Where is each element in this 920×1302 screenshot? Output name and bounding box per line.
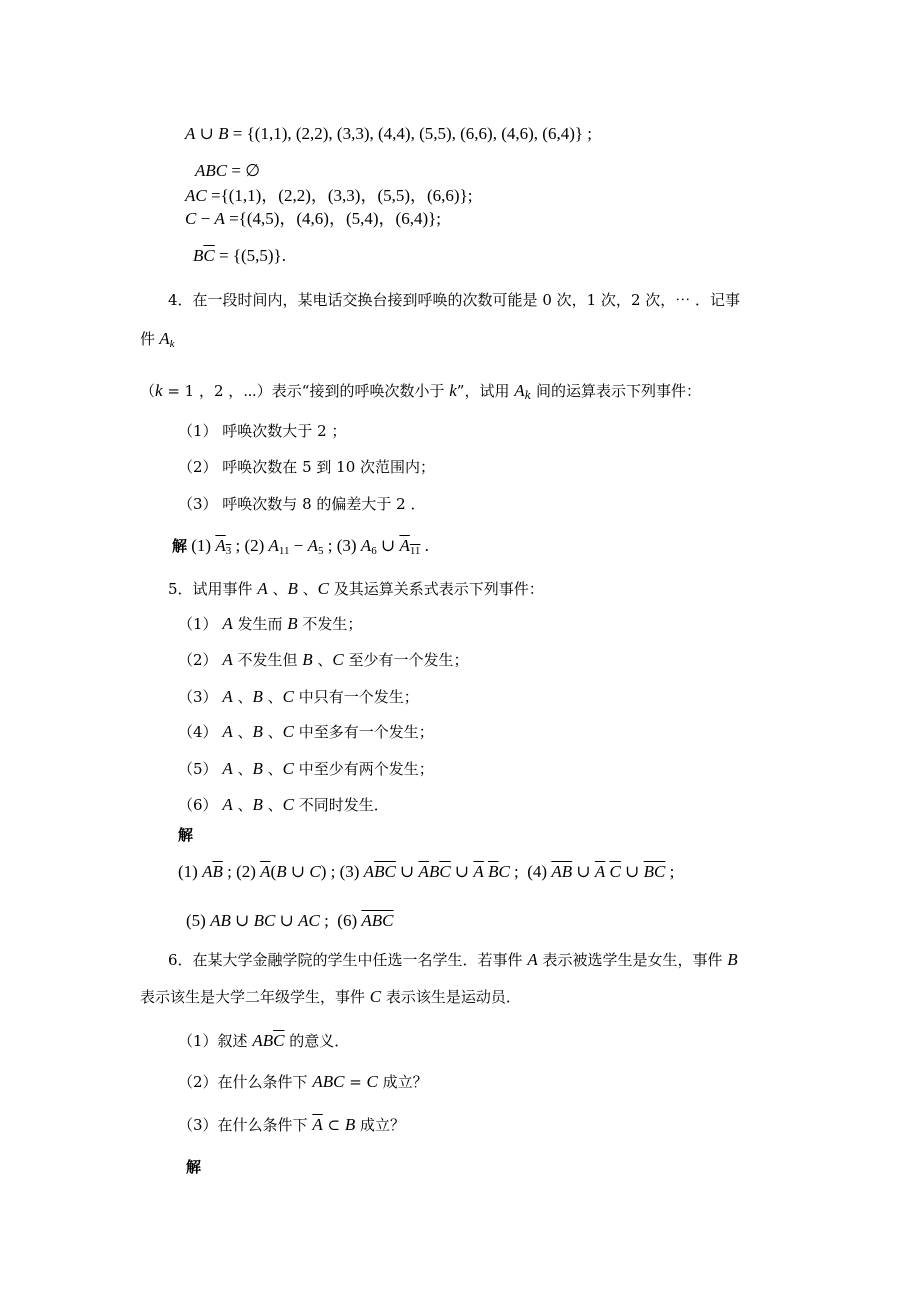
problem4-item3: （3） 呼唤次数与 8 的偏差大于 2 ． (178, 495, 426, 513)
problem4-item1: （1） 呼唤次数大于 2 ； (178, 422, 347, 440)
problem5-solution-line1: (1) $A\overline{B}$ ; (2) $\overline{A}(B$ ∪ C) ; (3) $A\overline{B}\overline{C}$ ∪ $\overline{A}B\overline{C}$ ∪ $\overline{A}$ $\overline{B}C$ ; (4) $\overline{A}\overline{B}$ ∪ $\overline{A}$ $\overline{C}$ ∪ $\overline{B}\overline{C}$ ; (178, 862, 675, 881)
eq-b-cbar: $B\overline{C} = \{(5,5)\}$. (193, 246, 286, 265)
problem5-item2: （2） A 不发生但 B 、C 至少有一个发生； (178, 650, 469, 669)
eq-a-union-b: A ∪ B = {(1,1), (2,2), (3,3), (4,4), (5,5), (6,6), (4,6), (6,4)} ; (185, 124, 592, 143)
problem4-item2: （2） 呼唤次数在 5 到 10 次范围内； (178, 458, 436, 476)
problem4-line3: （k = 1 ，2 ，⋯）表示“接到的呼唤次数小于 k”，试用 $A_k$ 间的运算表示下列事件： (140, 381, 702, 402)
problem5-item1: （1） A 发生而 B 不发生； (178, 614, 363, 633)
problem6-line2: 表示该生是大学二年级学生，事件 C 表示该生是运动员． (140, 987, 521, 1006)
problem6-item1: （1）叙述 $AB\overline{C}$ 的意义． (178, 1031, 350, 1050)
problem6-item3: （3）在什么条件下 $\overline{A}$ ⊂ B 成立？ (178, 1115, 405, 1134)
problem4-line1: 4．在一段时间内，某电话交换台接到呼唤的次数可能是 0 次，1 次，2 次，⋯ ．记事 (168, 291, 741, 309)
problem5-solution-label: 解 (178, 826, 194, 844)
problem6-line1: 6．在某大学金融学院的学生中任选一名学生．若事件 A 表示被选学生是女生，事件 B (168, 950, 738, 969)
problem6-item2: （2）在什么条件下 ABC = C 成立？ (178, 1072, 428, 1091)
problem4-line2: 件 $A_k$ (140, 329, 175, 350)
eq-abc-empty: ABC = ∅ (195, 161, 261, 180)
problem4-solution: 解 (1) $A_3$ ; (2) $A_{11} - A_5$ ; (3) $A_6$ ∪ $A_{11}$ . (172, 536, 429, 557)
eq-ac: AC ={(1,1)，(2,2)，(3,3)，(5,5)，(6,6)}; (185, 186, 473, 205)
problem5-item4: （4） A 、B 、C 中至多有一个发生； (178, 722, 434, 741)
problem5-line1: 5．试用事件 A 、B 、C 及其运算关系式表示下列事件： (168, 579, 544, 598)
problem6-solution-label: 解 (186, 1158, 202, 1176)
problem5-solution-line2: (5) AB ∪ BC ∪ AC ; (6) $\overline{ABC}$ (186, 911, 394, 930)
problem5-item6: （6） A 、B 、C 不同时发生． (178, 795, 389, 814)
problem5-item3: （3） A 、B 、C 中只有一个发生； (178, 687, 419, 706)
eq-c-minus-a: C − A ={(4,5)，(4,6)，(5,4)，(6,4)}; (185, 209, 441, 228)
problem5-item5: （5） A 、B 、C 中至少有两个发生； (178, 759, 434, 778)
